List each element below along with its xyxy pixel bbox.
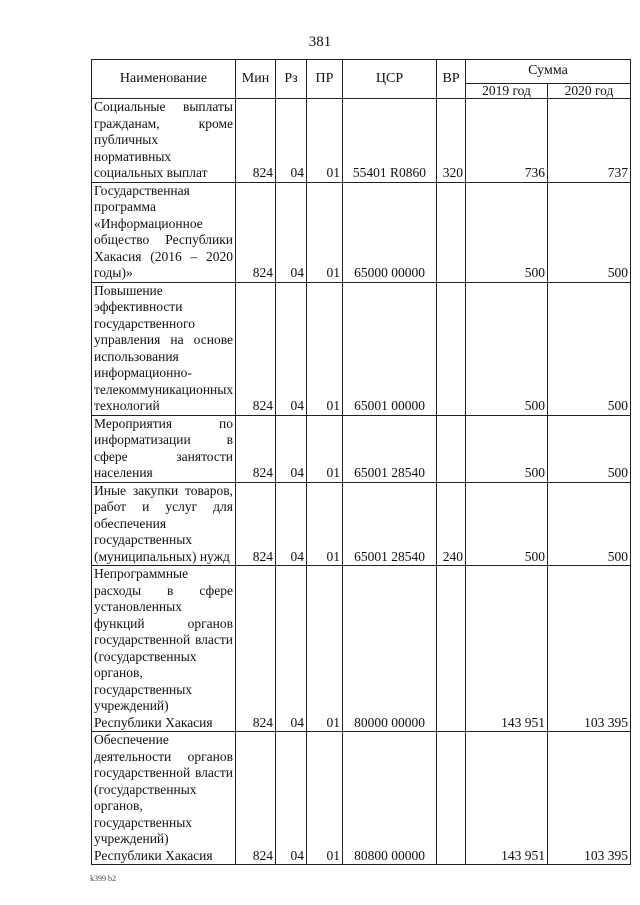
cell-min: 824 — [236, 415, 276, 482]
cell-pr: 01 — [307, 182, 343, 282]
table-row — [92, 182, 631, 282]
header-rz: Рз — [276, 60, 307, 99]
cell-rz: 04 — [276, 182, 307, 282]
cell-rz: 04 — [276, 415, 307, 482]
cell-vr — [437, 415, 466, 482]
header-name: Наименование — [92, 60, 236, 99]
cell-rz: 04 — [276, 482, 307, 566]
cell-amount-2019: 143 951 — [466, 566, 548, 732]
cell-amount-2019: 500 — [466, 282, 548, 415]
cell-name: Иные закупки товаров, работ и услуг для обеспечения государственных (муниципальных) нужд — [92, 482, 236, 566]
cell-amount-2020: 103 395 — [548, 566, 631, 732]
cell-min: 824 — [236, 566, 276, 732]
cell-vr — [437, 282, 466, 415]
cell-csr: 65000 00000 — [343, 182, 437, 282]
table-header-row — [92, 60, 631, 84]
cell-pr: 01 — [307, 282, 343, 415]
cell-amount-2020: 737 — [548, 99, 631, 183]
cell-min: 824 — [236, 282, 276, 415]
cell-name: Мероприятия по информатизации в сфере занятости населения — [92, 415, 236, 482]
header-vr: ВР — [437, 60, 466, 99]
cell-pr: 01 — [307, 566, 343, 732]
cell-pr: 01 — [307, 732, 343, 865]
header-min: Мин — [236, 60, 276, 99]
table-row — [92, 732, 631, 865]
cell-vr — [437, 182, 466, 282]
cell-min: 824 — [236, 732, 276, 865]
header-pr: ПР — [307, 60, 343, 99]
cell-rz: 04 — [276, 99, 307, 183]
header-year-2019: 2019 год — [466, 84, 548, 99]
cell-rz: 04 — [276, 282, 307, 415]
cell-amount-2019: 500 — [466, 182, 548, 282]
cell-csr: 65001 00000 — [343, 282, 437, 415]
cell-vr — [437, 566, 466, 732]
cell-name: Повышение эффективности государственного управления на основе использования информационно-телекоммуникационных технологий — [92, 282, 236, 415]
cell-rz: 04 — [276, 732, 307, 865]
budget-table — [91, 59, 631, 865]
cell-pr: 01 — [307, 482, 343, 566]
footer-print-code: k399 b2 — [90, 874, 116, 883]
header-year-2020: 2020 год — [548, 84, 631, 99]
cell-pr: 01 — [307, 99, 343, 183]
table-row — [92, 566, 631, 732]
cell-pr: 01 — [307, 415, 343, 482]
header-sum: Сумма — [466, 60, 631, 84]
table-row — [92, 415, 631, 482]
cell-name: Непрограммные расходы в сфере установленных функций органов государственной власти (государственных органов, государственных учреждений) Республики Хакасия — [92, 566, 236, 732]
cell-csr: 55401 R0860 — [343, 99, 437, 183]
table-row — [92, 482, 631, 566]
cell-amount-2019: 736 — [466, 99, 548, 183]
cell-amount-2020: 500 — [548, 415, 631, 482]
cell-amount-2020: 500 — [548, 282, 631, 415]
cell-vr: 240 — [437, 482, 466, 566]
cell-min: 824 — [236, 182, 276, 282]
cell-rz: 04 — [276, 566, 307, 732]
cell-min: 824 — [236, 482, 276, 566]
cell-csr: 80000 00000 — [343, 566, 437, 732]
table-body — [92, 99, 631, 865]
page-number: 381 — [308, 34, 332, 50]
cell-csr: 80800 00000 — [343, 732, 437, 865]
cell-name: Государственная программа «Информационное общество Республики Хакасия (2016 – 2020 годы)» — [92, 182, 236, 282]
cell-csr: 65001 28540 — [343, 415, 437, 482]
cell-amount-2019: 143 951 — [466, 732, 548, 865]
cell-amount-2020: 103 395 — [548, 732, 631, 865]
cell-vr: 320 — [437, 99, 466, 183]
cell-vr — [437, 732, 466, 865]
cell-name: Социальные выплаты гражданам, кроме публичных нормативных социальных выплат — [92, 99, 236, 183]
cell-amount-2020: 500 — [548, 182, 631, 282]
cell-amount-2019: 500 — [466, 415, 548, 482]
cell-min: 824 — [236, 99, 276, 183]
table-row — [92, 282, 631, 415]
header-csr: ЦСР — [343, 60, 437, 99]
cell-csr: 65001 28540 — [343, 482, 437, 566]
cell-amount-2019: 500 — [466, 482, 548, 566]
cell-name: Обеспечение деятельности органов государственной власти (государственных органов, государственных учреждений) Республики Хакасия — [92, 732, 236, 865]
table-row — [92, 99, 631, 183]
cell-amount-2020: 500 — [548, 482, 631, 566]
